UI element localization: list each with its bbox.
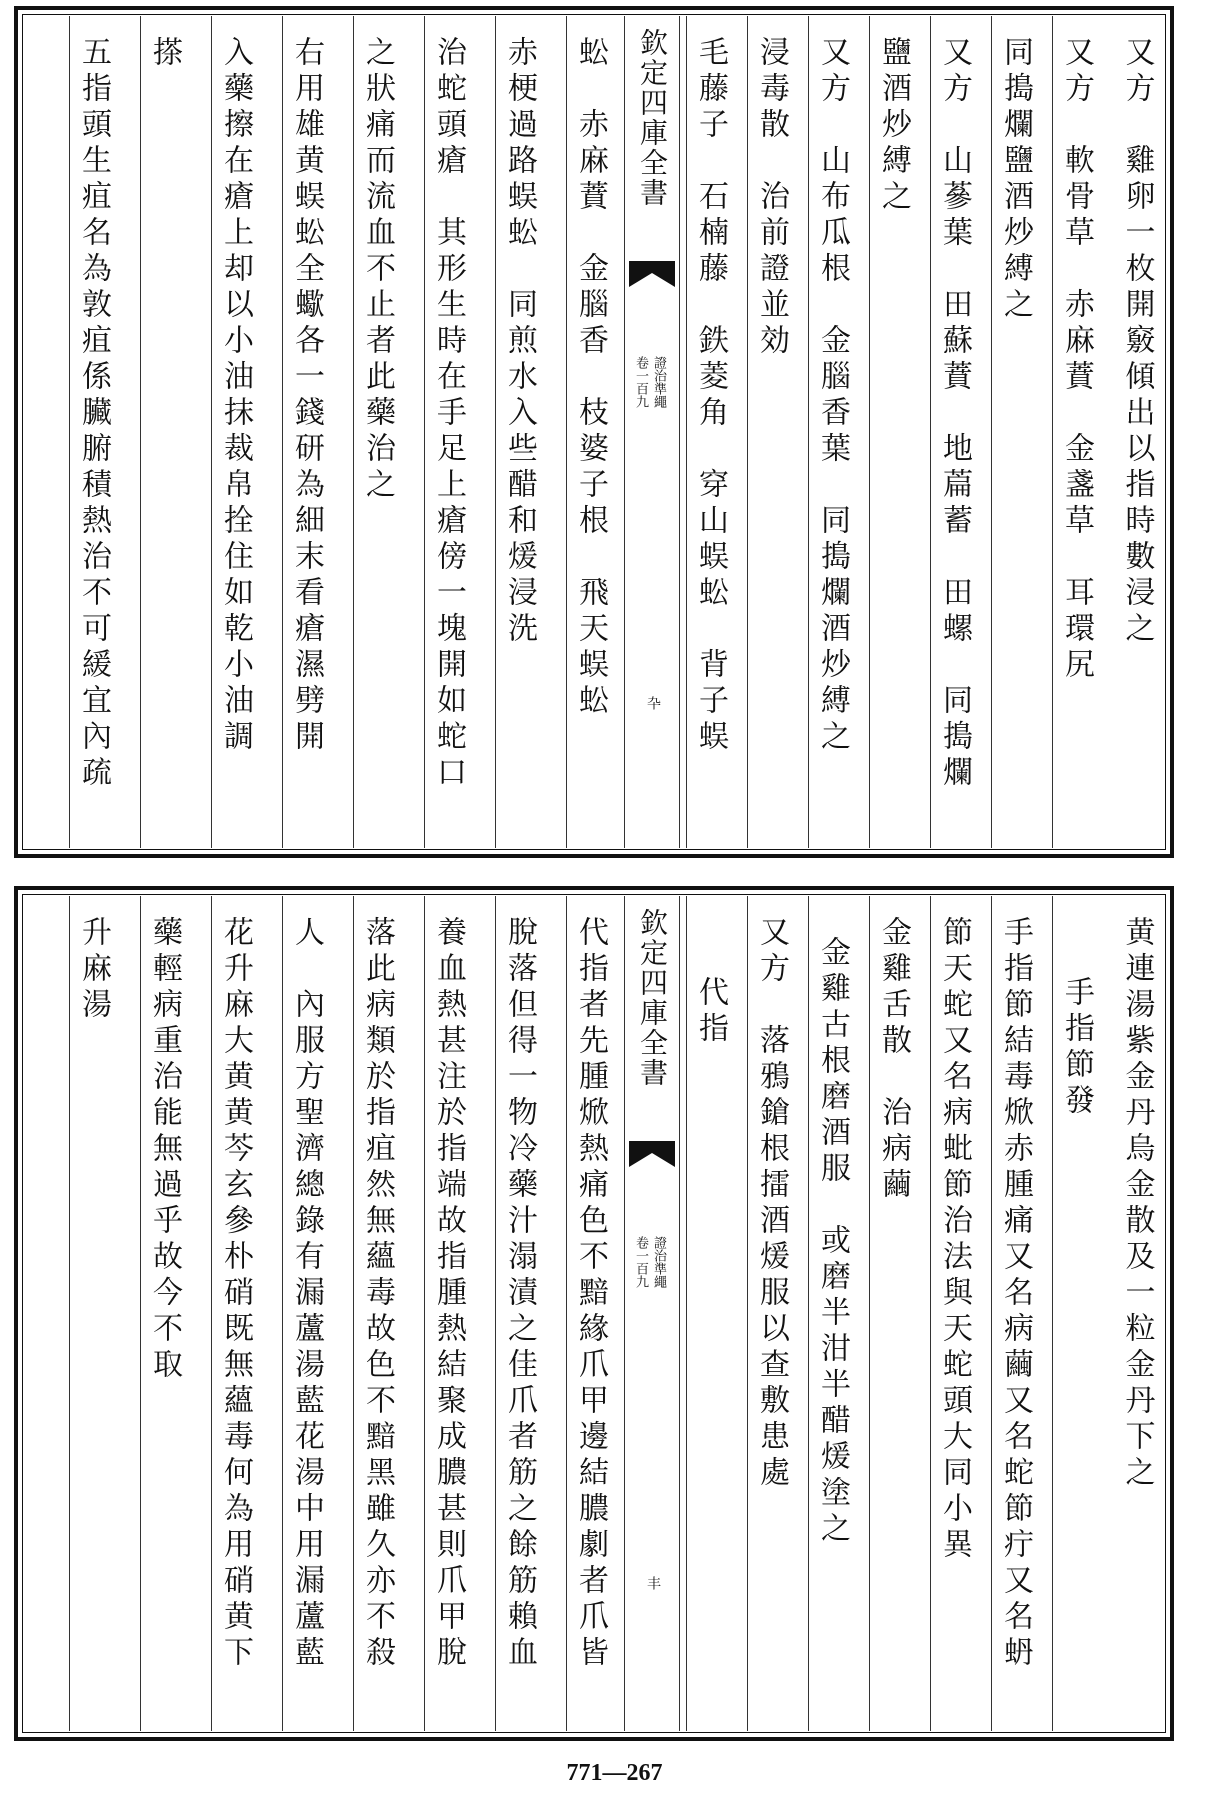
column-text: 鹽酒炒縛之 bbox=[869, 16, 916, 848]
page-number: 卆 bbox=[645, 696, 661, 710]
center-fold bbox=[624, 16, 680, 848]
section-title: 證治準繩 bbox=[651, 356, 666, 408]
column-text: 金雞古根磨酒服 或磨半泔半醋煖塗之 bbox=[808, 896, 855, 1731]
book-title: 欽定四庫全書 bbox=[636, 908, 669, 1088]
column-text: 入藥擦在瘡上却以小油抹裁帛拴住如乾小油調 bbox=[211, 16, 258, 848]
bottom-page bbox=[14, 886, 1174, 1741]
column-text: 藥輕病重治能無過乎故今不取 bbox=[140, 896, 187, 1731]
page-number: 丰 bbox=[645, 1576, 661, 1590]
fish-tail-ornament bbox=[629, 261, 675, 291]
column-text: 浸毒散 治前證並効 bbox=[747, 16, 794, 848]
column-text: 手指節發 bbox=[1052, 896, 1099, 1731]
column-text: 節天蛇又名病蚍節治法與天蛇頭大同小異 bbox=[930, 896, 977, 1731]
page-footer-number: 771—267 bbox=[566, 1760, 663, 1786]
column-text: 治蛇頭瘡 其形生時在手足上瘡傍一塊開如蛇口 bbox=[424, 16, 471, 848]
top-page bbox=[14, 6, 1174, 858]
column-text: 落此病類於指疽然無蘊毒故色不黯黑雖久亦不殺 bbox=[353, 896, 400, 1731]
column-text: 升麻湯 bbox=[69, 896, 116, 1731]
column-text: 赤梗過路蜈蚣 同煎水入些醋和煖浸洗 bbox=[495, 16, 542, 848]
center-fold bbox=[624, 896, 680, 1731]
column-text: 搽 bbox=[140, 16, 187, 848]
column-text: 之狀痛而流血不止者此藥治之 bbox=[353, 16, 400, 848]
section-title: 證治準繩 bbox=[651, 1236, 666, 1288]
volume-label: 卷一百九 bbox=[633, 1236, 648, 1288]
column-text: 又方 軟骨草 赤麻蕡 金盞草 耳環尻 bbox=[1052, 16, 1099, 848]
book-title: 欽定四庫全書 bbox=[636, 28, 669, 208]
column-text: 五指頭生疽名為敦疽係臟腑積熱治不可緩宜內疏 bbox=[69, 16, 116, 848]
column-text: 又方 山布瓜根 金腦香葉 同搗爛酒炒縛之 bbox=[808, 16, 855, 848]
column-text: 同搗爛鹽酒炒縛之 bbox=[991, 16, 1038, 848]
column-text: 又方 山蔘葉 田蘇蕡 地萹蓄 田螺 同搗爛 bbox=[930, 16, 977, 848]
column-text: 花升麻大黄黄芩玄參朴硝既無蘊毒何為用硝黄下 bbox=[211, 896, 258, 1731]
column-text: 右用雄黄蜈蚣全蠍各一錢研為細末看瘡濕劈開 bbox=[282, 16, 329, 848]
volume-label: 卷一百九 bbox=[633, 356, 648, 408]
fish-tail-ornament bbox=[629, 1141, 675, 1171]
column-text: 又方 雞卵一枚開竅傾出以指時數浸之 bbox=[1119, 36, 1155, 648]
section-label bbox=[631, 356, 667, 446]
section-label bbox=[631, 1236, 667, 1326]
column-text: 人 內服方聖濟總錄有漏蘆湯藍花湯中用漏蘆藍 bbox=[282, 896, 329, 1731]
column-text: 養血熱甚注於指端故指腫熱結聚成膿甚則爪甲脫 bbox=[424, 896, 471, 1731]
column-text: 又方 落鴉鎗根擂酒煖服以查敷患處 bbox=[747, 896, 794, 1731]
column-text: 金雞舌散 治病繭 bbox=[869, 896, 916, 1731]
column-text: 蚣 赤麻蕡 金腦香 枝婆子根 飛天蜈蚣 bbox=[566, 16, 613, 848]
column-text: 手指節結毒焮赤腫痛又名病繭又名蛇節疔又名蚒 bbox=[991, 896, 1038, 1731]
column-text: 毛藤子 石楠藤 鉄菱角 穿山蜈蚣 背子蜈 bbox=[686, 16, 733, 848]
column-text: 黄連湯紫金丹烏金散及一粒金丹下之 bbox=[1119, 916, 1155, 1492]
column-text: 脫落但得一物冷藥汁溻漬之佳爪者筋之餘筋賴血 bbox=[495, 896, 542, 1731]
column-text: 代指者先腫焮熱痛色不黯緣爪甲邊結膿劇者爪皆 bbox=[566, 896, 613, 1731]
column-text: 代指 bbox=[686, 896, 733, 1731]
